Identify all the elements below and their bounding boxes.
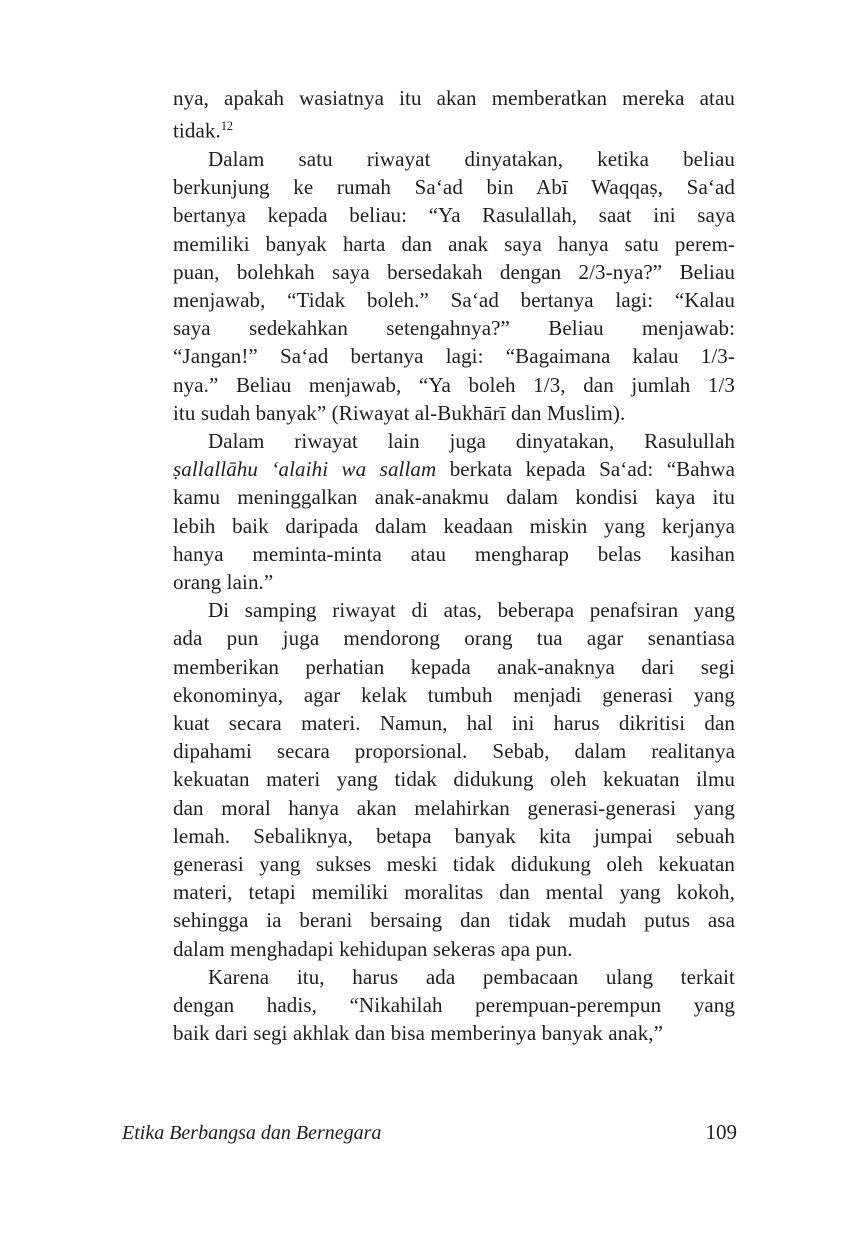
text-line: dipahami secara proporsional. Sebab, dalam realitanya (173, 739, 735, 764)
text-line: dengan hadis, “Nikahilah perempuan-perempun yang (173, 993, 735, 1018)
page-number: 109 (705, 1120, 737, 1144)
text-line: hanya meminta-minta atau mengharap belas kasihan (173, 541, 735, 566)
text-line: lebih baik daripada dalam keadaan miskin yang kerjanya (173, 513, 735, 538)
text-line: memiliki banyak harta dan anak saya hanya satu perem- (173, 231, 735, 256)
text-line: ada pun juga mendorong orang tua agar senantiasa (173, 626, 735, 651)
text-line: kamu meninggalkan anak-anakmu dalam kondisi kaya itu (173, 485, 735, 510)
page-footer (122, 1120, 737, 1145)
text-line: sehingga ia berani bersaing dan tidak mudah putus asa (173, 908, 735, 933)
text-line: nya.” Beliau menjawab, “Ya boleh 1/3, dan jumlah 1/3 (173, 372, 735, 397)
page-body (173, 84, 735, 1047)
text-line: Di samping riwayat di atas, beberapa penafsiran yang (208, 598, 735, 623)
text-line: materi, tetapi memiliki moralitas dan mental yang kokoh, (173, 880, 735, 905)
text-line: puan, bolehkah saya bersedakah dengan 2/3-nya?” Beliau (173, 259, 735, 284)
text-line: berkunjung ke rumah Sa‘ad bin Abī Waqqaṣ, Sa‘ad (173, 175, 735, 200)
text-line: dalam menghadapi kehidupan sekeras apa pun. (173, 936, 573, 961)
text-line: kuat secara materi. Namun, hal ini harus dikritisi dan (173, 711, 735, 736)
text-line: memberikan perhatian kepada anak-anaknya dari segi (173, 654, 735, 679)
text-line: Dalam riwayat lain juga dinyatakan, Rasulullah (208, 428, 735, 453)
footnote-ref: 12 (220, 119, 234, 134)
text-line: nya, apakah wasiatnya itu akan memberatkan mereka atau (173, 86, 735, 110)
text-line: ṣallallāhu ‘alaihi wa sallam berkata kepada Sa‘ad: “Bahwa (173, 457, 735, 482)
text-line: tidak.$^{12}$ (173, 118, 234, 143)
text-line: Dalam satu riwayat dinyatakan, ketika beliau (208, 146, 735, 171)
text-line: generasi yang sukses meski tidak didukung oleh kekuatan (173, 852, 735, 877)
text-line: saya sedekahkan setengahnya?” Beliau menjawab: (173, 316, 735, 341)
text-line: Karena itu, harus ada pembacaan ulang terkait (208, 964, 735, 989)
text-line: baik dari segi akhlak dan bisa memberinya banyak anak,” (173, 1021, 664, 1046)
text-line: orang lain.” (173, 570, 274, 594)
text-line: ekonominya, agar kelak tumbuh menjadi generasi yang (173, 682, 735, 707)
text-line: kekuatan materi yang tidak didukung oleh kekuatan ilmu (173, 767, 735, 792)
text-line: itu sudah banyak” (Riwayat al-Bukhārī dan Muslim). (173, 400, 626, 425)
text-line: menjawab, “Tidak boleh.” Sa‘ad bertanya lagi: “Kalau (173, 287, 735, 312)
text-line: “Jangan!” Sa‘ad bertanya lagi: “Bagaimana kalau 1/3- (173, 344, 735, 369)
text-line: lemah. Sebaliknya, betapa banyak kita jumpai sebuah (173, 823, 735, 848)
text-line: bertanya kepada beliau: “Ya Rasulallah, saat ini saya (173, 203, 735, 228)
text-line: dan moral hanya akan melahirkan generasi-generasi yang (173, 795, 735, 820)
running-footer-title: Etika Berbangsa dan Bernegara (122, 1122, 382, 1144)
